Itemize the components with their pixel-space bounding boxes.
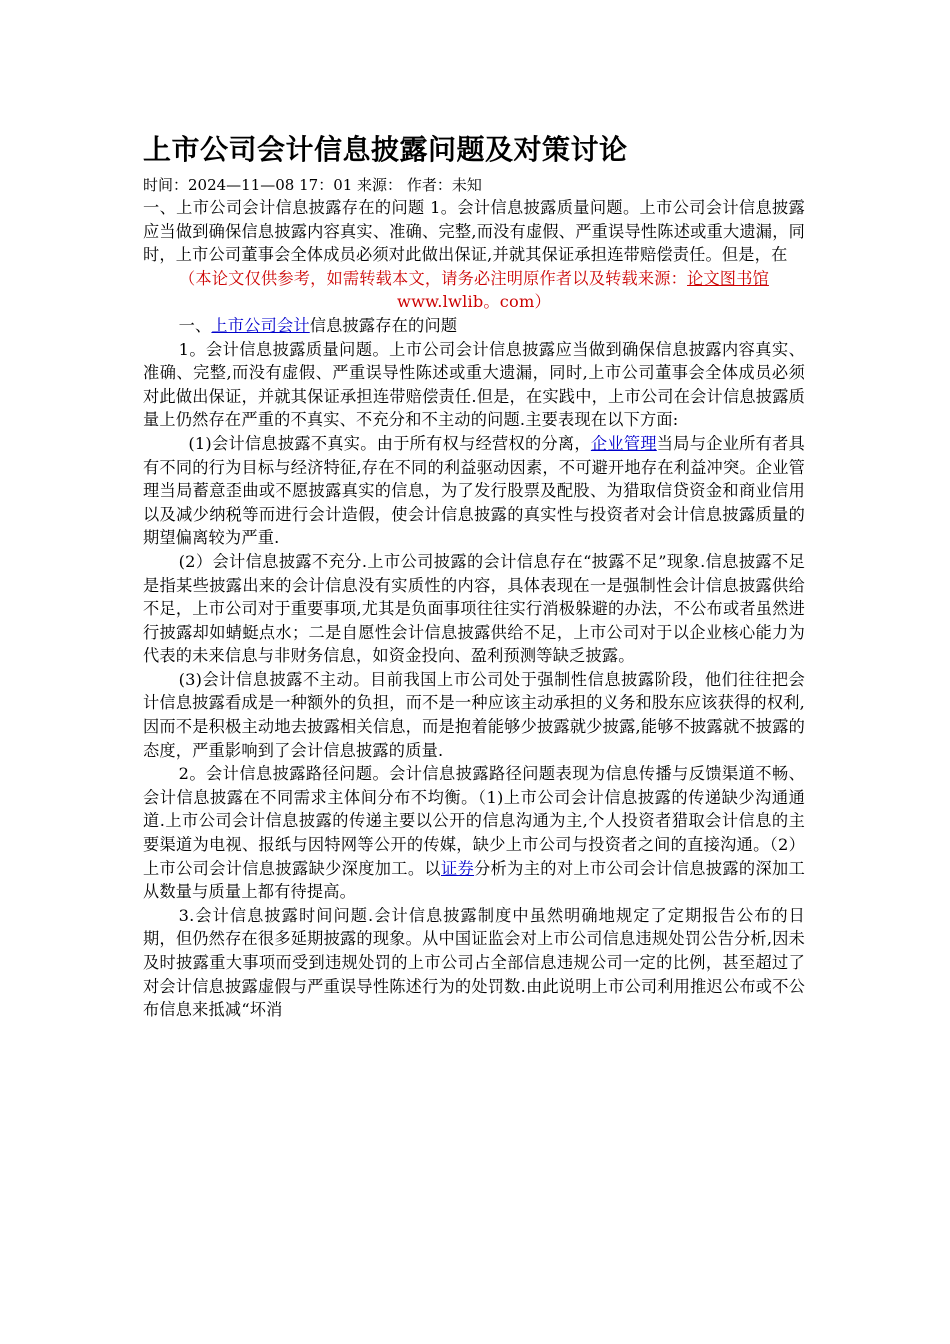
- paragraph-quality: 1。会计信息披露质量问题。上市公司会计信息披露应当做到确保信息披露内容真实、准确、完整,而没有虚假、严重误导性陈述或重大遗漏，同时,上市公司董事会全体成员必须对此做出保证，并就其保证承担连带赔偿责任.但是，在实践中，上市公司在会计信息披露质量上仍然存在严重的不真实、不充分和不主动的问题.主要表现在以下方面:: [143, 339, 805, 430]
- section-heading-1: [143, 314, 805, 338]
- p5-suffix: 分析为主的对上市公司会计信息披露的深加工从数量与质量上都有待提高。: [143, 858, 805, 902]
- p2-suffix: 当局与企业所有者具有不同的行为目标与经济特征,存在不同的利益驱动因素，不可避开地存在利益冲突。企业管理当局蓄意歪曲或不愿披露真实的信息，为了发行股票及配股、为猎取信贷资金和商业信用以及减少纳税等而进行会计造假，使会计信息披露的真实性与投资者对会计信息披露质量的期望偏离较为严重.: [143, 433, 805, 548]
- article: [143, 128, 805, 1022]
- p5-keyword-link[interactable]: 证券: [440, 858, 475, 878]
- p2-keyword-link[interactable]: 企业管理: [590, 433, 657, 453]
- copyright-notice: [143, 267, 805, 314]
- section1-suffix: 信息披露存在的问题: [309, 315, 458, 335]
- paragraph-untruthful: [143, 432, 805, 550]
- article-meta: 时间：2024—11—08 17：01 来源： 作者：未知: [143, 176, 482, 194]
- notice-suffix: www.lwlib。com）: [397, 292, 551, 312]
- paragraph-path: [143, 762, 805, 904]
- section1-keyword-link[interactable]: 上市公司会计: [211, 315, 310, 335]
- paragraph-insufficient: (2）会计信息披露不充分.上市公司披露的会计信息存在“披露不足”现象.信息披露不足是指某些披露出来的会计信息没有实质性的内容，具体表现在一是强制性会计信息披露供给不足，上市公司对于重要事项,尤其是负面事项往往实行消极躲避的办法，不公布或者虽然进行披露却如蜻蜓点水；二是自愿性会计信息披露供给不足，上市公司对于以企业核心能力为代表的未来信息与非财务信息，如资金投向、盈利预测等缺乏披露。: [143, 551, 805, 666]
- paragraph-not-proactive: (3)会计信息披露不主动。目前我国上市公司处于强制性信息披露阶段，他们往往把会计信息披露看成是一种额外的负担，而不是一种应该主动承担的义务和股东应该获得的权利,因而不是积极主动地去披露相关信息，而是抱着能够少披露就少披露,能够不披露就不披露的态度，严重影响到了会计信息披露的质量.: [143, 669, 805, 760]
- section1-prefix: 一、: [178, 315, 212, 335]
- notice-prefix: （本论文仅供参考，如需转载本文，请务必注明原作者以及转载来源：: [179, 268, 688, 288]
- notice-source-link[interactable]: 论文图书馆: [687, 268, 769, 288]
- article-title: 上市公司会计信息披露问题及对策讨论: [143, 133, 628, 166]
- article-summary: 一、上市公司会计信息披露存在的问题 1。会计信息披露质量问题。上市公司会计信息披露应当做到确保信息披露内容真实、准确、完整,而没有虚假、严重误导性陈述或重大遗漏，同时，上市公司董事会全体成员必须对此做出保证,并就其保证承担连带赔偿责任。但是，在: [143, 198, 805, 265]
- p2-prefix: (1)会计信息披露不真实。由于所有权与经营权的分离，: [188, 433, 591, 453]
- paragraph-timing: 3.会计信息披露时间问题.会计信息披露制度中虽然明确地规定了定期报告公布的日期，但仍然存在很多延期披露的现象。从中国证监会对上市公司信息违规处罚公告分析,因未及时披露重大事项而受到违规处罚的上市公司占全部信息违规公司一定的比例，甚至超过了对会计信息披露虚假与严重误导性陈述行为的处罚数.由此说明上市公司利用推迟公布或不公布信息来抵减“坏消: [143, 905, 805, 1020]
- p5-prefix: 2。会计信息披露路径问题。会计信息披露路径问题表现为信息传播与反馈渠道不畅、会计信息披露在不同需求主体间分布不均衡。（1)上市公司会计信息披露的传递缺少沟通通道.上市公司会计信息披露的传递主要以公开的信息沟通为主,个人投资者猎取会计信息的主要渠道为电视、报纸与因特网等公开的传媒，缺少上市公司与投资者之间的直接沟通。（2）上市公司会计信息披露缺少深度加工。以: [143, 764, 805, 878]
